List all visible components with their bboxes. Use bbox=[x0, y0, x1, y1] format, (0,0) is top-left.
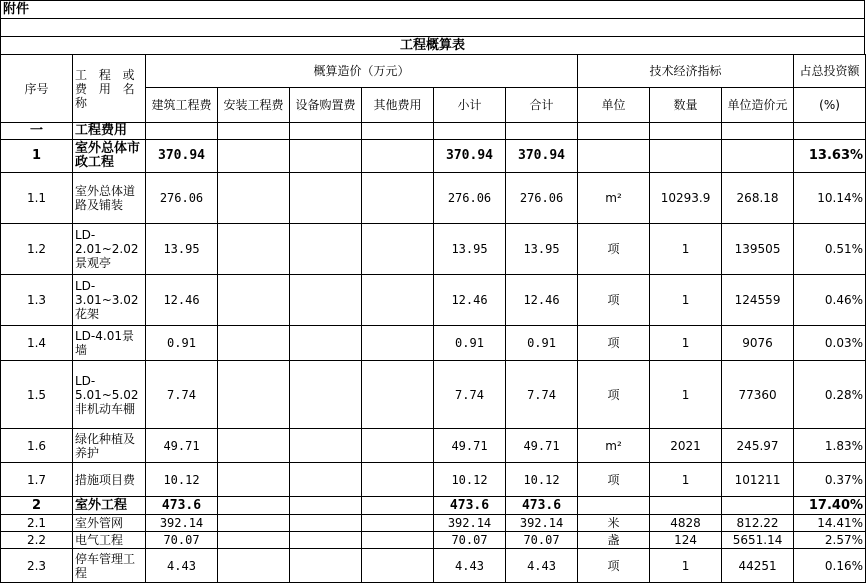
cell-name: 电气工程 bbox=[73, 532, 146, 549]
cell-unit-price: 245.97 bbox=[722, 429, 794, 463]
cell-subtotal: 0.91 bbox=[434, 326, 506, 361]
table-row bbox=[1, 497, 866, 515]
cell-other bbox=[362, 140, 434, 173]
cell-unit: 项 bbox=[578, 224, 650, 275]
cell-building: 70.07 bbox=[146, 532, 218, 549]
cell-total bbox=[506, 123, 578, 140]
cell-total: 7.74 bbox=[506, 361, 578, 429]
cell-share: 14.41% bbox=[794, 515, 866, 532]
cell-share bbox=[794, 123, 866, 140]
cell-name: 室外工程 bbox=[73, 497, 146, 515]
header-qty: 数量 bbox=[650, 88, 722, 123]
table-row bbox=[1, 224, 866, 275]
cell-share: 13.63% bbox=[794, 140, 866, 173]
cell-other bbox=[362, 361, 434, 429]
cell-building: 370.94 bbox=[146, 140, 218, 173]
cell-unit bbox=[578, 140, 650, 173]
cell-total: 10.12 bbox=[506, 463, 578, 497]
cell-building: 4.43 bbox=[146, 549, 218, 583]
cell-share: 2.57% bbox=[794, 532, 866, 549]
cell-other bbox=[362, 224, 434, 275]
cell-equipment bbox=[290, 123, 362, 140]
header-building: 建筑工程费 bbox=[146, 88, 218, 123]
header-subtotal: 小计 bbox=[434, 88, 506, 123]
cell-share: 0.51% bbox=[794, 224, 866, 275]
cell-install bbox=[218, 515, 290, 532]
cell-other bbox=[362, 463, 434, 497]
cell-qty: 1 bbox=[650, 275, 722, 326]
table-row bbox=[1, 429, 866, 463]
cell-seq: 1.3 bbox=[1, 275, 73, 326]
cell-unit-price: 268.18 bbox=[722, 173, 794, 224]
header-tech-group: 技术经济指标 bbox=[578, 55, 794, 88]
cell-equipment bbox=[290, 275, 362, 326]
cell-qty: 10293.9 bbox=[650, 173, 722, 224]
cell-equipment bbox=[290, 515, 362, 532]
cell-subtotal: 13.95 bbox=[434, 224, 506, 275]
header-percent: (%) bbox=[794, 88, 866, 123]
cell-seq: 2.1 bbox=[1, 515, 73, 532]
cell-subtotal: 10.12 bbox=[434, 463, 506, 497]
cell-unit: 项 bbox=[578, 549, 650, 583]
table-row bbox=[1, 549, 866, 583]
cell-install bbox=[218, 275, 290, 326]
table-row bbox=[1, 532, 866, 549]
cell-unit-price: 5651.14 bbox=[722, 532, 794, 549]
table-title: 工程概算表 bbox=[0, 36, 865, 55]
cell-seq: 1.5 bbox=[1, 361, 73, 429]
estimate-table bbox=[0, 54, 866, 583]
cell-share: 1.83% bbox=[794, 429, 866, 463]
cell-other bbox=[362, 326, 434, 361]
cell-equipment bbox=[290, 361, 362, 429]
cell-qty bbox=[650, 497, 722, 515]
cell-share: 10.14% bbox=[794, 173, 866, 224]
cell-unit: 米 bbox=[578, 515, 650, 532]
cell-install bbox=[218, 497, 290, 515]
cell-unit: m² bbox=[578, 429, 650, 463]
cell-equipment bbox=[290, 497, 362, 515]
cell-install bbox=[218, 326, 290, 361]
header-unit-price: 单位造价元 bbox=[722, 88, 794, 123]
cell-name: 绿化种植及养护 bbox=[73, 429, 146, 463]
cell-subtotal: 4.43 bbox=[434, 549, 506, 583]
cell-building: 0.91 bbox=[146, 326, 218, 361]
cell-total: 0.91 bbox=[506, 326, 578, 361]
cell-unit-price: 9076 bbox=[722, 326, 794, 361]
table-row bbox=[1, 173, 866, 224]
cell-seq: 1.6 bbox=[1, 429, 73, 463]
cell-building: 276.06 bbox=[146, 173, 218, 224]
cell-equipment bbox=[290, 326, 362, 361]
cell-building: 10.12 bbox=[146, 463, 218, 497]
cell-unit-price: 44251 bbox=[722, 549, 794, 583]
cell-other bbox=[362, 429, 434, 463]
cell-building bbox=[146, 123, 218, 140]
cell-other bbox=[362, 532, 434, 549]
cell-seq: 1.2 bbox=[1, 224, 73, 275]
cell-install bbox=[218, 429, 290, 463]
cell-other bbox=[362, 173, 434, 224]
cell-unit-price bbox=[722, 497, 794, 515]
cell-equipment bbox=[290, 463, 362, 497]
cell-subtotal: 392.14 bbox=[434, 515, 506, 532]
cell-name: 室外总体道路及铺装 bbox=[73, 173, 146, 224]
cell-building: 473.6 bbox=[146, 497, 218, 515]
cell-unit-price bbox=[722, 123, 794, 140]
cell-seq: 2.3 bbox=[1, 549, 73, 583]
cell-name: 室外管网 bbox=[73, 515, 146, 532]
cell-seq: 1.1 bbox=[1, 173, 73, 224]
cell-equipment bbox=[290, 429, 362, 463]
header-equipment: 设备购置费 bbox=[290, 88, 362, 123]
cell-other bbox=[362, 275, 434, 326]
cell-unit: 项 bbox=[578, 275, 650, 326]
cell-qty: 1 bbox=[650, 463, 722, 497]
cell-name: LD-4.01景墙 bbox=[73, 326, 146, 361]
cell-total: 473.6 bbox=[506, 497, 578, 515]
cell-unit: m² bbox=[578, 173, 650, 224]
cell-subtotal: 49.71 bbox=[434, 429, 506, 463]
cell-unit-price bbox=[722, 140, 794, 173]
cell-share: 0.03% bbox=[794, 326, 866, 361]
cell-qty bbox=[650, 123, 722, 140]
cell-building: 13.95 bbox=[146, 224, 218, 275]
cell-subtotal: 370.94 bbox=[434, 140, 506, 173]
header-seq: 序号 bbox=[1, 55, 73, 123]
header-total: 合计 bbox=[506, 88, 578, 123]
cell-subtotal: 7.74 bbox=[434, 361, 506, 429]
cell-unit: 盏 bbox=[578, 532, 650, 549]
cell-name: LD-5.01~5.02非机动车棚 bbox=[73, 361, 146, 429]
cell-total: 370.94 bbox=[506, 140, 578, 173]
cell-total: 276.06 bbox=[506, 173, 578, 224]
cell-other bbox=[362, 497, 434, 515]
cell-install bbox=[218, 224, 290, 275]
cell-install bbox=[218, 532, 290, 549]
table-row bbox=[1, 123, 866, 140]
cell-unit: 项 bbox=[578, 361, 650, 429]
cell-unit-price: 124559 bbox=[722, 275, 794, 326]
cell-install bbox=[218, 173, 290, 224]
cell-equipment bbox=[290, 173, 362, 224]
cell-seq: 1.7 bbox=[1, 463, 73, 497]
cell-qty: 4828 bbox=[650, 515, 722, 532]
cell-install bbox=[218, 463, 290, 497]
cell-subtotal: 473.6 bbox=[434, 497, 506, 515]
cell-unit bbox=[578, 497, 650, 515]
cell-unit: 项 bbox=[578, 326, 650, 361]
cell-install bbox=[218, 123, 290, 140]
header-unit: 单位 bbox=[578, 88, 650, 123]
header-share: 占总投资额 bbox=[794, 55, 866, 88]
cell-install bbox=[218, 361, 290, 429]
cell-building: 12.46 bbox=[146, 275, 218, 326]
cell-qty: 124 bbox=[650, 532, 722, 549]
cell-name: 措施项目费 bbox=[73, 463, 146, 497]
cell-unit-price: 139505 bbox=[722, 224, 794, 275]
cell-subtotal bbox=[434, 123, 506, 140]
cell-share: 0.37% bbox=[794, 463, 866, 497]
cell-share: 0.46% bbox=[794, 275, 866, 326]
cell-subtotal: 12.46 bbox=[434, 275, 506, 326]
cell-name: LD-2.01~2.02景观亭 bbox=[73, 224, 146, 275]
cell-install bbox=[218, 549, 290, 583]
cell-equipment bbox=[290, 140, 362, 173]
cell-unit: 项 bbox=[578, 463, 650, 497]
header-install: 安装工程费 bbox=[218, 88, 290, 123]
cell-unit-price: 812.22 bbox=[722, 515, 794, 532]
cell-building: 49.71 bbox=[146, 429, 218, 463]
cell-name: LD-3.01~3.02花架 bbox=[73, 275, 146, 326]
cell-subtotal: 276.06 bbox=[434, 173, 506, 224]
cell-seq: 2.2 bbox=[1, 532, 73, 549]
cell-qty: 1 bbox=[650, 224, 722, 275]
cell-building: 7.74 bbox=[146, 361, 218, 429]
cell-other bbox=[362, 123, 434, 140]
cell-qty: 1 bbox=[650, 549, 722, 583]
cell-qty: 2021 bbox=[650, 429, 722, 463]
table-row bbox=[1, 463, 866, 497]
cell-share: 0.28% bbox=[794, 361, 866, 429]
table-row bbox=[1, 140, 866, 173]
cell-total: 13.95 bbox=[506, 224, 578, 275]
cell-name: 停车管理工程 bbox=[73, 549, 146, 583]
cell-unit bbox=[578, 123, 650, 140]
blank-row bbox=[0, 18, 865, 37]
cell-total: 392.14 bbox=[506, 515, 578, 532]
cell-total: 70.07 bbox=[506, 532, 578, 549]
header-name: 工 程 或费 用 名称 bbox=[73, 55, 146, 123]
cell-total: 12.46 bbox=[506, 275, 578, 326]
table-row bbox=[1, 275, 866, 326]
header-other: 其他费用 bbox=[362, 88, 434, 123]
cell-equipment bbox=[290, 224, 362, 275]
table-row bbox=[1, 515, 866, 532]
cell-seq: 1 bbox=[1, 140, 73, 173]
header-estimate-group: 概算造价（万元） bbox=[146, 55, 578, 88]
cell-install bbox=[218, 140, 290, 173]
cell-seq: 2 bbox=[1, 497, 73, 515]
cell-unit-price: 101211 bbox=[722, 463, 794, 497]
attachment-label: 附件 bbox=[0, 0, 865, 19]
cell-share: 0.16% bbox=[794, 549, 866, 583]
cell-other bbox=[362, 515, 434, 532]
cell-unit-price: 77360 bbox=[722, 361, 794, 429]
cell-seq: 一 bbox=[1, 123, 73, 140]
cell-total: 4.43 bbox=[506, 549, 578, 583]
cell-qty: 1 bbox=[650, 361, 722, 429]
cell-other bbox=[362, 549, 434, 583]
cell-qty: 1 bbox=[650, 326, 722, 361]
cell-name: 工程费用 bbox=[73, 123, 146, 140]
cell-building: 392.14 bbox=[146, 515, 218, 532]
table-row bbox=[1, 361, 866, 429]
cell-seq: 1.4 bbox=[1, 326, 73, 361]
cell-qty bbox=[650, 140, 722, 173]
cell-total: 49.71 bbox=[506, 429, 578, 463]
cell-equipment bbox=[290, 532, 362, 549]
cell-name: 室外总体市政工程 bbox=[73, 140, 146, 173]
cell-share: 17.40% bbox=[794, 497, 866, 515]
cell-equipment bbox=[290, 549, 362, 583]
table-row bbox=[1, 326, 866, 361]
cell-subtotal: 70.07 bbox=[434, 532, 506, 549]
